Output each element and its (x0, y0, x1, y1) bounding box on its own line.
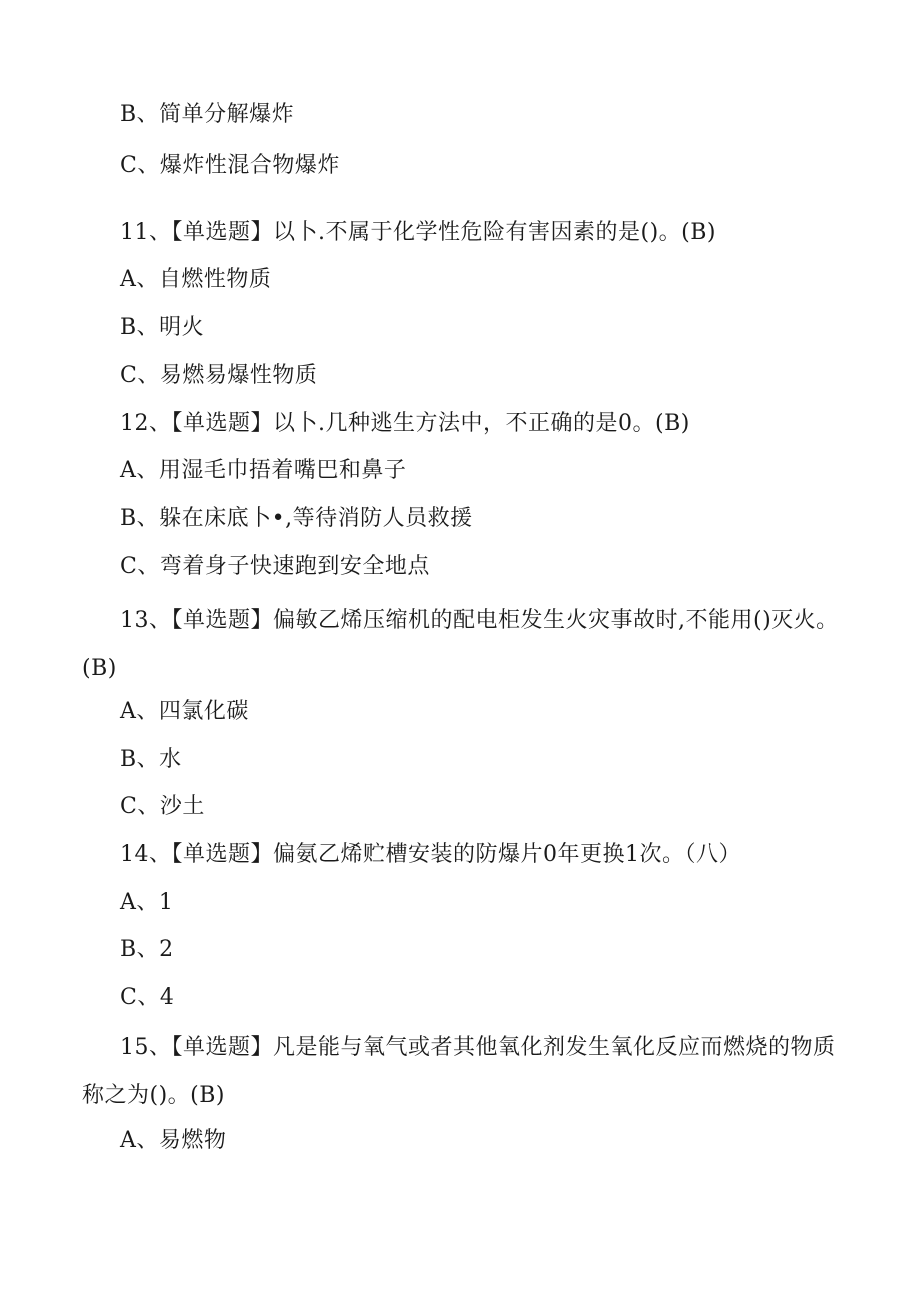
option-c-prev: C、爆炸性混合物爆炸 (120, 153, 340, 178)
q13-option-c: C、沙土 (120, 794, 205, 819)
q12-option-a: A、用湿毛巾捂着嘴巴和鼻子 (120, 458, 407, 483)
q13-option-a: A、四氯化碳 (120, 699, 249, 724)
q11-option-a: A、自燃性物质 (120, 267, 272, 292)
q14-option-c: C、4 (120, 985, 175, 1010)
question-11: 11、【单选题】以卜.不属于化学性危险有害因素的是()。(B) (120, 220, 716, 245)
question-15: 15、【单选题】凡是能与氧气或者其他氧化剂发生氧化反应而燃烧的物质称之为()。(B) (82, 1035, 836, 1108)
q12-option-b: B、躲在床底卜•,等待消防人员救援 (120, 506, 473, 531)
question-14: 14、【单选题】偏氨乙烯贮槽安装的防爆片0年更换1次。（八） (120, 842, 741, 867)
option-b-prev: B、简单分解爆炸 (120, 102, 295, 127)
question-12: 12、【单选题】以卜.几种逃生方法中，不正确的是0。(B) (120, 411, 690, 436)
question-13: 13、【单选题】偏敏乙烯压缩机的配电柜发生火灾事故时,不能用()灭火。(B) (82, 608, 839, 681)
q14-option-a: A、1 (120, 890, 174, 915)
q13-option-b: B、水 (120, 747, 182, 772)
q12-option-c: C、弯着身子快速跑到安全地点 (120, 554, 430, 579)
q11-option-b: B、明火 (120, 315, 205, 340)
q11-option-c: C、易燃易爆性物质 (120, 363, 318, 388)
q15-option-a: A、易燃物 (120, 1128, 227, 1153)
q14-option-b: B、2 (120, 937, 174, 962)
